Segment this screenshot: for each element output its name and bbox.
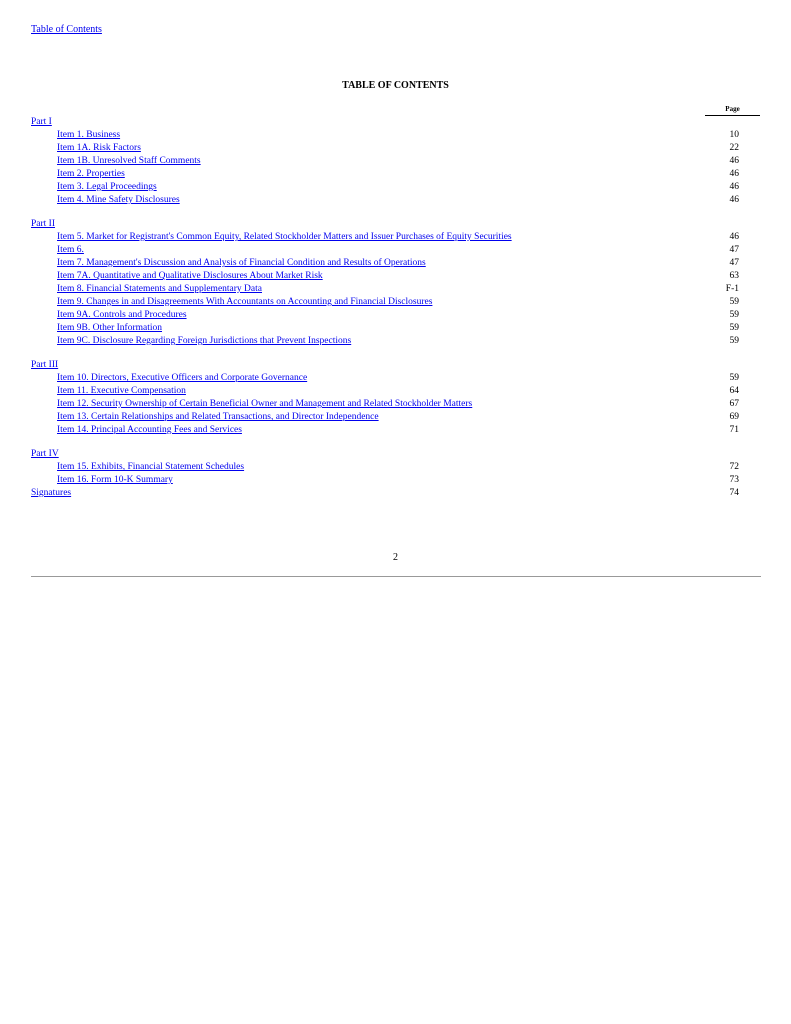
toc-item-row bbox=[31, 474, 761, 487]
item-link[interactable]: Item 11. Executive Compensation bbox=[57, 386, 186, 396]
toc-item-row bbox=[31, 296, 761, 309]
page-number: 2 bbox=[393, 552, 398, 563]
item-page-number: 47 bbox=[729, 258, 739, 268]
toc-item-row bbox=[31, 398, 761, 411]
item-page-number: 46 bbox=[729, 195, 739, 205]
toc-item-row bbox=[31, 322, 761, 335]
toc-item-row bbox=[31, 385, 761, 398]
page-title: TABLE OF CONTENTS bbox=[342, 80, 449, 91]
item-page-number: 46 bbox=[729, 156, 739, 166]
toc-item-row bbox=[31, 461, 761, 474]
item-page-number: 59 bbox=[729, 323, 739, 333]
toc-item-row bbox=[31, 194, 761, 207]
item-link[interactable]: Item 15. Exhibits, Financial Statement Schedules bbox=[57, 462, 245, 472]
item-page-number: 46 bbox=[729, 182, 739, 192]
item-link[interactable]: Item 16. Form 10-K Summary bbox=[57, 475, 173, 485]
item-link[interactable]: Item 13. Certain Relationships and Related Transactions, and Director Independence bbox=[57, 412, 379, 422]
item-link[interactable]: Item 5. Market for Registrant's Common Equity, Related Stockholder Matters and Issuer Purchases of Equity Securities bbox=[57, 232, 512, 242]
page-column-header: Page bbox=[705, 105, 760, 116]
item-link[interactable]: Item 8. Financial Statements and Supplementary Data bbox=[57, 284, 262, 294]
item-link[interactable]: Item 10. Directors, Executive Officers and Corporate Governance bbox=[57, 373, 308, 383]
item-link[interactable]: Item 7A. Quantitative and Qualitative Disclosures About Market Risk bbox=[57, 271, 323, 281]
item-link[interactable]: Item 9A. Controls and Procedures bbox=[57, 310, 187, 320]
item-page-number: 74 bbox=[729, 488, 739, 498]
item-page-number: 47 bbox=[729, 245, 739, 255]
item-link[interactable]: Item 3. Legal Proceedings bbox=[57, 182, 157, 192]
toc-signatures-row bbox=[31, 487, 761, 500]
item-page-number: 59 bbox=[729, 336, 739, 346]
item-link[interactable]: Item 6. bbox=[57, 245, 84, 255]
item-link[interactable]: Item 14. Principal Accounting Fees and Services bbox=[57, 425, 242, 435]
item-page-number: F-1 bbox=[725, 284, 739, 294]
toc-part-row bbox=[31, 116, 761, 129]
item-link[interactable]: Item 1A. Risk Factors bbox=[57, 143, 141, 153]
toc-item-row bbox=[31, 155, 761, 168]
part-link[interactable]: Part IV bbox=[31, 449, 59, 459]
item-page-number: 46 bbox=[729, 169, 739, 179]
table-of-contents-link[interactable]: Table of Contents bbox=[31, 24, 102, 35]
item-link[interactable]: Item 9B. Other Information bbox=[57, 323, 163, 333]
part-link[interactable]: Part I bbox=[31, 117, 52, 127]
item-page-number: 71 bbox=[729, 425, 739, 435]
item-page-number: 73 bbox=[729, 475, 739, 485]
item-page-number: 46 bbox=[729, 232, 739, 242]
toc-part-3 bbox=[31, 359, 761, 437]
signatures-link[interactable]: Signatures bbox=[31, 488, 72, 498]
toc-item-row bbox=[31, 270, 761, 283]
item-page-number: 59 bbox=[729, 310, 739, 320]
part-link[interactable]: Part II bbox=[31, 219, 56, 229]
item-link[interactable]: Item 4. Mine Safety Disclosures bbox=[57, 195, 180, 205]
item-page-number: 59 bbox=[729, 373, 739, 383]
part-link[interactable]: Part III bbox=[31, 360, 59, 370]
toc-part-row bbox=[31, 448, 761, 461]
toc-item-row bbox=[31, 129, 761, 142]
item-link[interactable]: Item 9C. Disclosure Regarding Foreign Jurisdictions that Prevent Inspections bbox=[57, 336, 352, 346]
item-page-number: 22 bbox=[729, 143, 739, 153]
toc-part-row bbox=[31, 218, 761, 231]
item-page-number: 59 bbox=[729, 297, 739, 307]
item-page-number: 67 bbox=[729, 399, 739, 409]
toc-part-row bbox=[31, 359, 761, 372]
item-link[interactable]: Item 1. Business bbox=[57, 130, 121, 140]
toc-part-1 bbox=[31, 116, 761, 207]
toc-part-2 bbox=[31, 218, 761, 348]
toc-item-row bbox=[31, 309, 761, 322]
item-page-number: 10 bbox=[729, 130, 739, 140]
item-page-number: 64 bbox=[729, 386, 739, 396]
toc-item-row bbox=[31, 181, 761, 194]
toc-part-4 bbox=[31, 448, 761, 500]
toc-item-row bbox=[31, 411, 761, 424]
page-divider bbox=[31, 576, 761, 577]
toc-item-row bbox=[31, 283, 761, 296]
toc-list bbox=[31, 116, 761, 511]
item-link[interactable]: Item 1B. Unresolved Staff Comments bbox=[57, 156, 201, 166]
toc-item-row bbox=[31, 257, 761, 270]
toc-item-row bbox=[31, 231, 761, 244]
toc-item-row bbox=[31, 335, 761, 348]
toc-item-row bbox=[31, 372, 761, 385]
toc-item-row bbox=[31, 168, 761, 181]
item-link[interactable]: Item 7. Management's Discussion and Analysis of Financial Condition and Results of Operations bbox=[57, 258, 426, 268]
item-link[interactable]: Item 9. Changes in and Disagreements With Accountants on Accounting and Financial Disclosures bbox=[57, 297, 433, 307]
toc-item-row bbox=[31, 424, 761, 437]
item-page-number: 69 bbox=[729, 412, 739, 422]
item-page-number: 63 bbox=[729, 271, 739, 281]
toc-item-row bbox=[31, 142, 761, 155]
item-link[interactable]: Item 2. Properties bbox=[57, 169, 125, 179]
item-page-number: 72 bbox=[729, 462, 739, 472]
toc-item-row bbox=[31, 244, 761, 257]
item-link[interactable]: Item 12. Security Ownership of Certain Beneficial Owner and Management and Related Stockholder Matters bbox=[57, 399, 473, 409]
